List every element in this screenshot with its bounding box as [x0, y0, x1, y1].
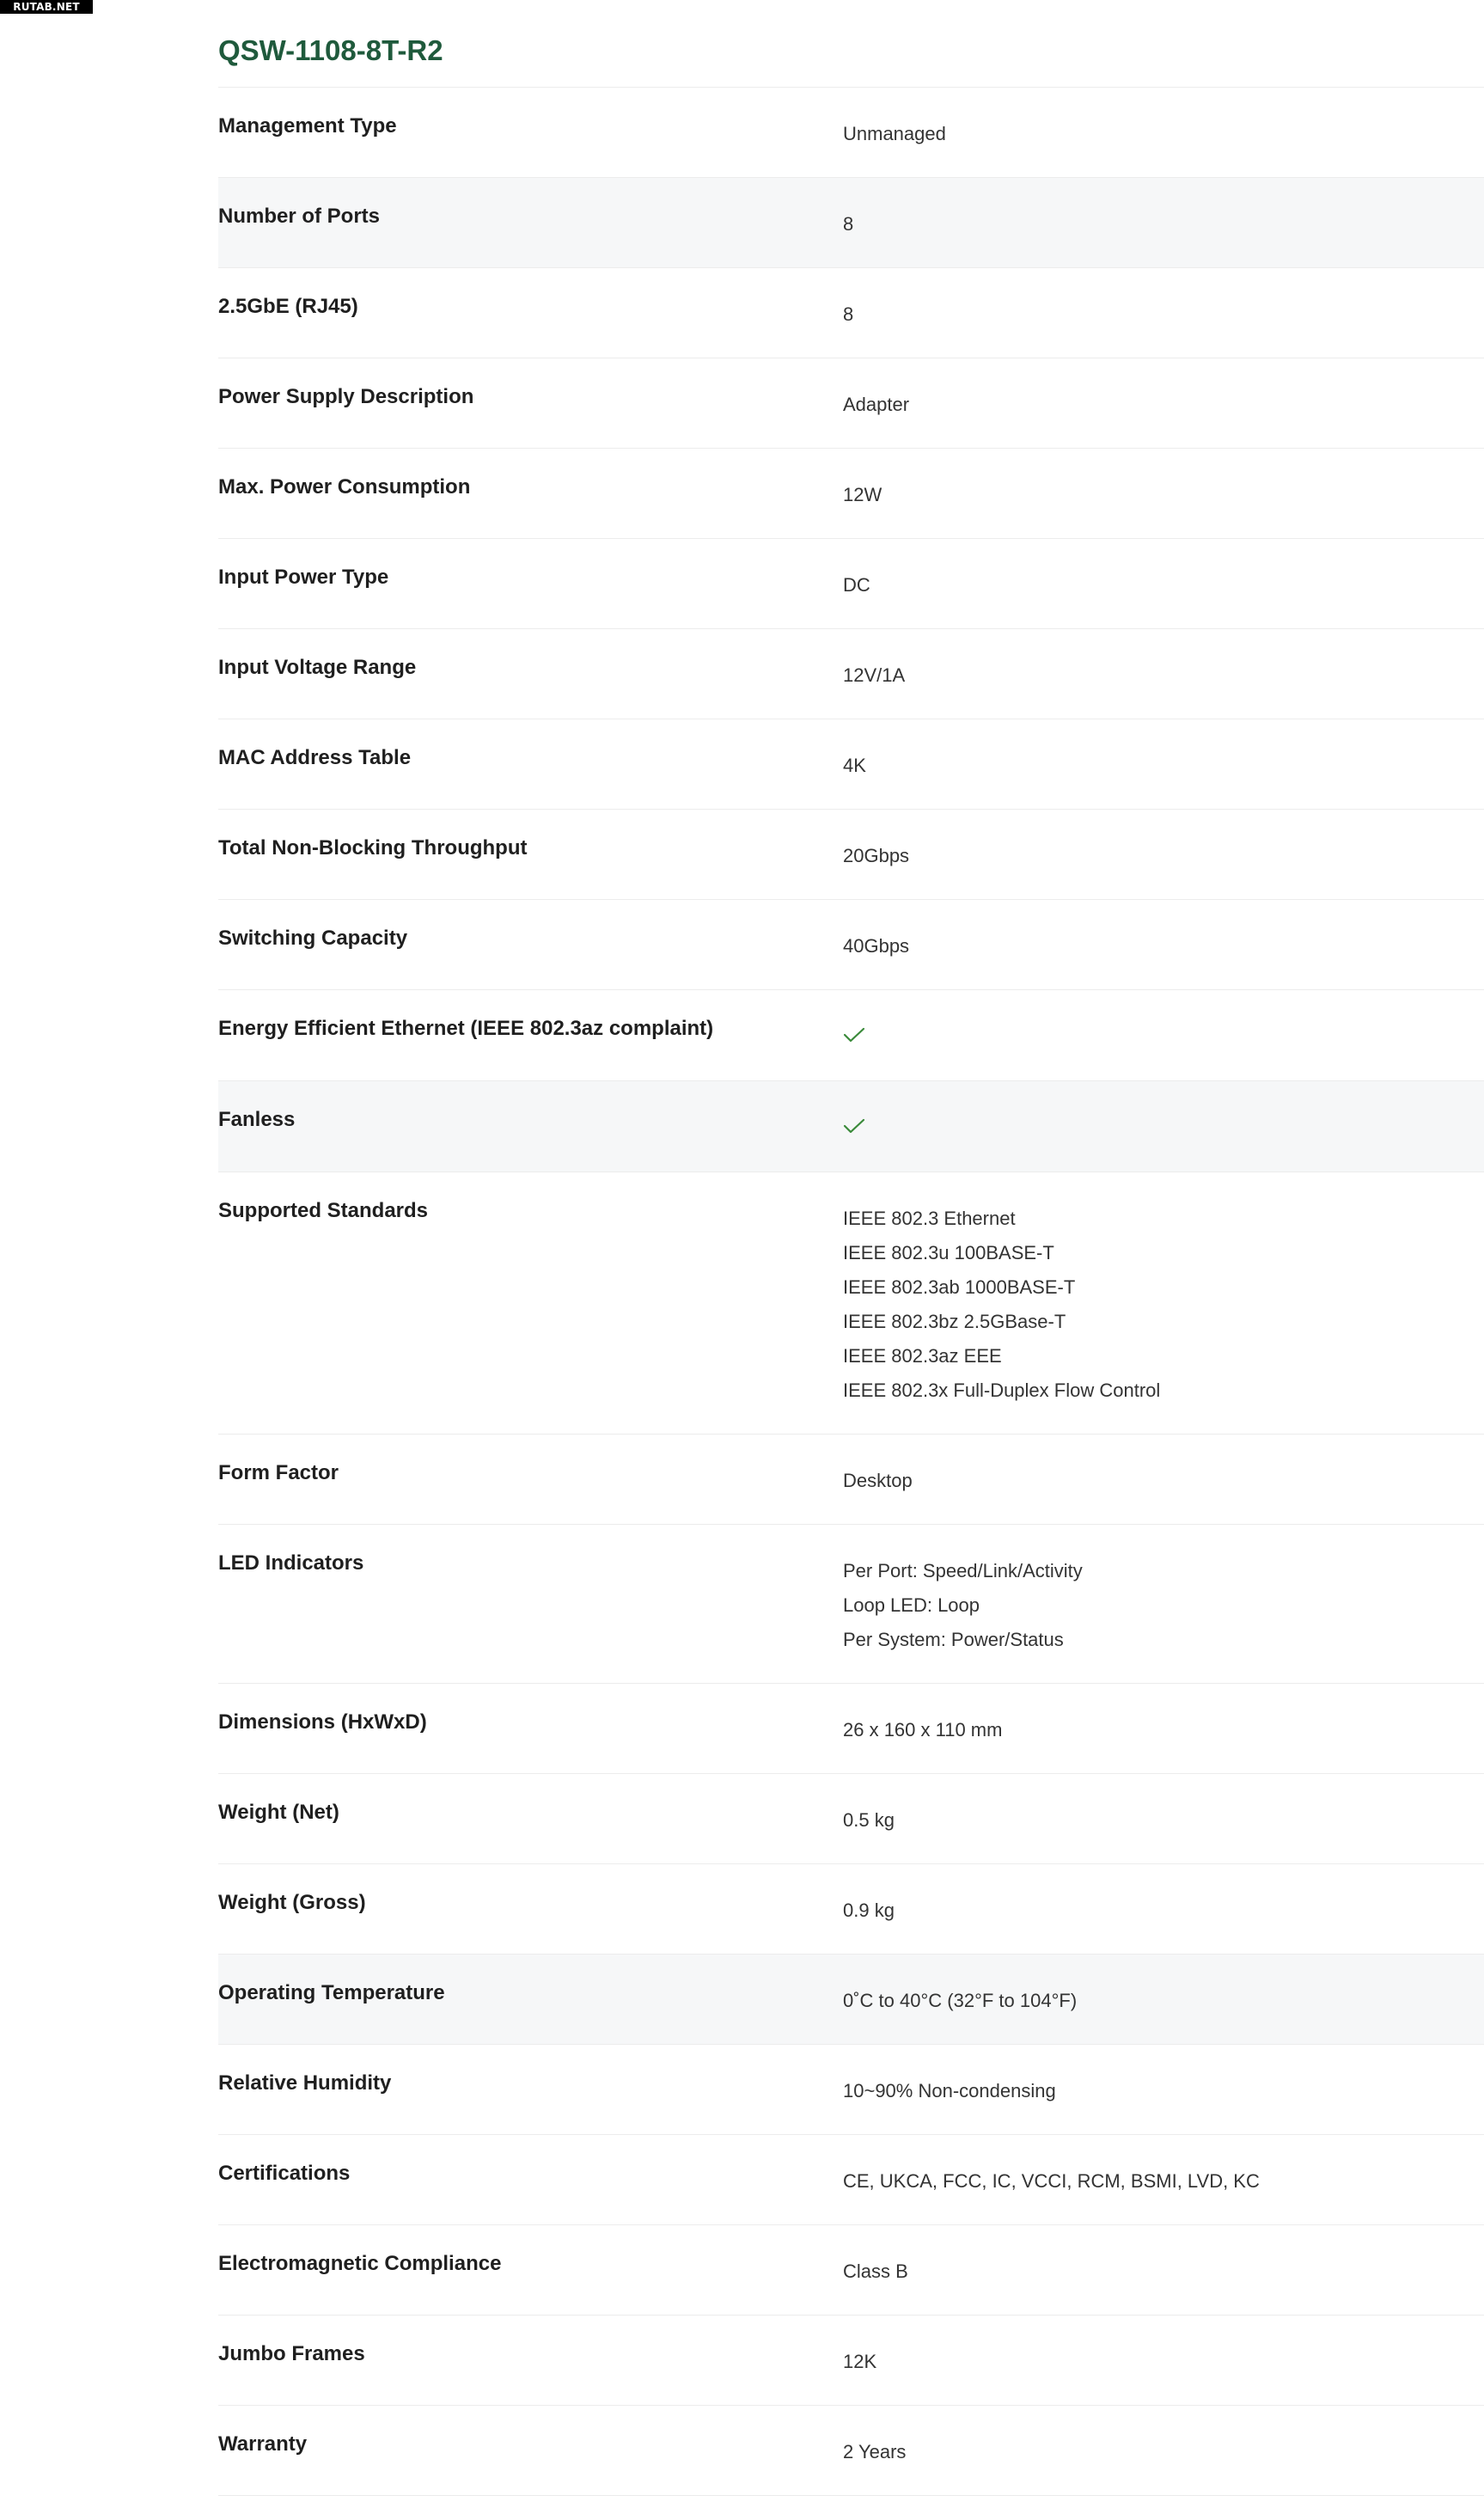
spec-row — [218, 358, 1484, 449]
spec-row — [218, 1172, 1484, 1435]
spec-label: MAC Address Table — [218, 746, 412, 769]
spec-row — [218, 2316, 1484, 2406]
spec-value-line: Per Port: Speed/Link/Activity — [843, 1560, 1083, 1581]
spec-value-line: Desktop — [843, 1470, 913, 1491]
spec-row — [218, 1525, 1484, 1684]
checkmark-icon — [843, 1026, 865, 1043]
spec-row — [218, 2225, 1484, 2316]
spec-value — [843, 629, 1484, 719]
spec-value-line: IEEE 802.3az EEE — [843, 1345, 1002, 1367]
spec-label: Dimensions (HxWxD) — [218, 1710, 427, 1734]
spec-label: Fanless — [218, 1108, 296, 1131]
spec-value-line: 0.5 kg — [843, 1809, 895, 1831]
spec-value-line: 0˚C to 40°C (32°F to 104°F) — [843, 1990, 1078, 2011]
spec-value — [843, 719, 1484, 809]
spec-value-line: Unmanaged — [843, 123, 946, 144]
spec-value — [843, 1684, 1484, 1773]
spec-table — [218, 88, 1484, 2496]
spec-value — [843, 2316, 1484, 2405]
spec-row — [218, 2135, 1484, 2225]
spec-value-line: 10~90% Non-condensing — [843, 2080, 1056, 2101]
spec-label: Electromagnetic Compliance — [218, 2252, 502, 2275]
spec-label: Management Type — [218, 114, 397, 138]
spec-value-line: 12K — [843, 2351, 877, 2372]
spec-value-line: IEEE 802.3u 100BASE-T — [843, 1242, 1054, 1263]
spec-value — [843, 2045, 1484, 2134]
spec-value-line: CE, UKCA, FCC, IC, VCCI, RCM, BSMI, LVD, KC — [843, 2170, 1260, 2192]
spec-value-line: 8 — [843, 213, 854, 235]
spec-value — [843, 900, 1484, 989]
spec-value-line: 20Gbps — [843, 845, 910, 866]
spec-value — [843, 2135, 1484, 2224]
spec-value-line: 0.9 kg — [843, 1900, 895, 1921]
spec-label: Number of Ports — [218, 205, 381, 228]
spec-value — [843, 1525, 1484, 1683]
spec-value-line: DC — [843, 574, 870, 596]
spec-container — [218, 0, 1484, 2496]
spec-row — [218, 719, 1484, 810]
spec-value-line: IEEE 802.3ab 1000BASE-T — [843, 1276, 1076, 1298]
spec-row — [218, 88, 1484, 178]
spec-row — [218, 1684, 1484, 1774]
spec-value-line: Loop LED: Loop — [843, 1594, 980, 1616]
spec-row — [218, 268, 1484, 358]
spec-row — [218, 810, 1484, 900]
spec-value-line: 2 Years — [843, 2441, 907, 2462]
spec-label: Jumbo Frames — [218, 2342, 365, 2365]
spec-value-line: Per System: Power/Status — [843, 1629, 1064, 1650]
spec-label: Warranty — [218, 2432, 308, 2456]
spec-label: Switching Capacity — [218, 927, 408, 950]
spec-value-line: IEEE 802.3bz 2.5GBase-T — [843, 1311, 1066, 1332]
spec-value-line: IEEE 802.3 Ethernet — [843, 1208, 1016, 1229]
spec-row — [218, 449, 1484, 539]
spec-label: Energy Efficient Ethernet (IEEE 802.3az complaint) — [218, 1017, 714, 1040]
spec-label: Operating Temperature — [218, 1981, 445, 2004]
spec-value-line: 26 x 160 x 110 mm — [843, 1719, 1003, 1740]
spec-value-line: 4K — [843, 755, 866, 776]
spec-value-line: 40Gbps — [843, 935, 910, 957]
spec-row — [218, 990, 1484, 1081]
spec-value — [843, 2225, 1484, 2315]
spec-value — [843, 810, 1484, 899]
spec-label: Max. Power Consumption — [218, 475, 471, 499]
spec-row — [218, 2045, 1484, 2135]
spec-row — [218, 1081, 1484, 1172]
spec-value — [843, 1172, 1484, 1434]
spec-value — [843, 268, 1484, 358]
spec-label: Form Factor — [218, 1461, 339, 1484]
spec-label: Weight (Net) — [218, 1801, 339, 1824]
spec-value — [843, 2406, 1484, 2495]
spec-row — [218, 2406, 1484, 2496]
spec-value — [843, 1864, 1484, 1954]
spec-value — [843, 88, 1484, 177]
spec-row — [218, 178, 1484, 268]
spec-value — [843, 358, 1484, 448]
spec-label: Supported Standards — [218, 1199, 429, 1222]
spec-value — [843, 1435, 1484, 1524]
spec-label: Certifications — [218, 2162, 351, 2185]
spec-value-line: 12V/1A — [843, 664, 906, 686]
spec-value-line: IEEE 802.3x Full-Duplex Flow Control — [843, 1380, 1161, 1401]
spec-row — [218, 900, 1484, 990]
spec-label: Input Power Type — [218, 566, 389, 589]
spec-row — [218, 539, 1484, 629]
spec-row — [218, 1955, 1484, 2045]
spec-label: Relative Humidity — [218, 2071, 392, 2095]
spec-label: Total Non-Blocking Throughput — [218, 836, 528, 860]
spec-value — [843, 1081, 1484, 1172]
spec-row — [218, 1774, 1484, 1864]
spec-label: LED Indicators — [218, 1551, 364, 1575]
spec-row — [218, 629, 1484, 719]
spec-label: Power Supply Description — [218, 385, 474, 408]
product-title: QSW-1108-8T-R2 — [218, 0, 1484, 88]
spec-row — [218, 1864, 1484, 1955]
checkmark-icon — [843, 1117, 865, 1135]
spec-value — [843, 1774, 1484, 1863]
spec-value-line: 8 — [843, 303, 854, 325]
spec-value — [843, 539, 1484, 628]
spec-value-line: Class B — [843, 2260, 908, 2282]
spec-value-line: Adapter — [843, 394, 910, 415]
spec-value — [843, 1955, 1484, 2044]
spec-value — [843, 990, 1484, 1080]
spec-label: Input Voltage Range — [218, 656, 417, 679]
site-watermark: RUTAB.NET — [0, 0, 93, 14]
spec-value-line: 12W — [843, 484, 882, 505]
spec-value — [843, 449, 1484, 538]
spec-label: Weight (Gross) — [218, 1891, 366, 1914]
spec-value — [843, 178, 1484, 267]
spec-label: 2.5GbE (RJ45) — [218, 295, 358, 318]
spec-row — [218, 1435, 1484, 1525]
